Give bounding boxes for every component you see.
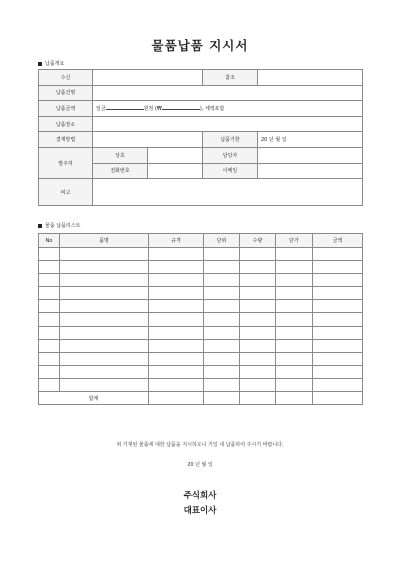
table-row <box>39 365 363 378</box>
item-cell[interactable] <box>204 300 240 313</box>
place-label: 납품장소 <box>39 116 93 132</box>
table-row <box>39 85 363 101</box>
table-row <box>39 352 363 365</box>
item-cell[interactable] <box>60 248 149 261</box>
item-cell[interactable] <box>149 378 204 391</box>
col-header-no: No <box>39 234 60 248</box>
section-list-heading <box>38 222 80 229</box>
item-cell[interactable] <box>60 339 149 352</box>
table-row <box>39 300 363 313</box>
due-label: 납품기한 <box>203 132 258 148</box>
item-cell[interactable] <box>39 274 60 287</box>
total-cell[interactable] <box>149 392 204 405</box>
table-row <box>39 101 363 117</box>
item-cell[interactable] <box>240 261 276 274</box>
square-bullet-icon <box>38 62 42 66</box>
item-cell[interactable] <box>204 326 240 339</box>
item-cell[interactable] <box>204 287 240 300</box>
item-cell[interactable] <box>149 261 204 274</box>
total-cell[interactable] <box>276 392 313 405</box>
manager-field[interactable] <box>258 147 363 163</box>
note-field[interactable] <box>93 179 363 206</box>
item-cell[interactable] <box>313 261 363 274</box>
email-field[interactable] <box>258 163 363 179</box>
total-cell[interactable] <box>240 392 276 405</box>
instruction-statement: 위 기재된 물품에 대한 납품을 지시하오니 기일 내 납품하여 주시기 바랍니다. <box>116 442 284 448</box>
item-cell[interactable] <box>276 378 313 391</box>
item-cell[interactable] <box>39 326 60 339</box>
item-cell[interactable] <box>39 300 60 313</box>
item-list-table <box>38 233 363 405</box>
phone-label: 전화번호 <box>93 163 148 179</box>
section-overview-label: 납품개요 <box>45 61 65 67</box>
col-header-spec: 규격 <box>149 234 204 248</box>
item-cell[interactable] <box>60 352 149 365</box>
item-cell[interactable] <box>276 261 313 274</box>
table-row <box>39 287 363 300</box>
sender-label: 발주처 <box>39 147 93 178</box>
item-cell[interactable] <box>149 352 204 365</box>
item-cell[interactable] <box>204 274 240 287</box>
issue-date: 20 년 월 일 <box>187 462 213 468</box>
item-cell[interactable] <box>39 352 60 365</box>
item-cell[interactable] <box>149 339 204 352</box>
item-cell[interactable] <box>60 378 149 391</box>
item-cell[interactable] <box>276 248 313 261</box>
item-cell[interactable] <box>60 287 149 300</box>
item-cell[interactable] <box>276 352 313 365</box>
item-cell[interactable] <box>313 365 363 378</box>
company-field[interactable] <box>148 147 203 163</box>
total-cell[interactable] <box>313 392 363 405</box>
table-row <box>39 70 363 86</box>
item-cell[interactable] <box>240 300 276 313</box>
amount-won: 원정 (₩ <box>143 106 162 113</box>
item-cell[interactable] <box>204 352 240 365</box>
place-field[interactable] <box>93 116 363 132</box>
table-row <box>39 261 363 274</box>
col-header-qty: 수량 <box>240 234 276 248</box>
item-cell[interactable] <box>149 300 204 313</box>
item-cell[interactable] <box>313 378 363 391</box>
name-label: 납품건명 <box>39 85 93 101</box>
item-cell[interactable] <box>276 326 313 339</box>
item-cell[interactable] <box>204 261 240 274</box>
note-label: 비고 <box>39 179 93 206</box>
item-cell[interactable] <box>240 365 276 378</box>
pay-field[interactable] <box>93 132 203 148</box>
item-cell[interactable] <box>39 313 60 326</box>
total-label: 합계 <box>39 392 149 405</box>
item-cell[interactable] <box>313 352 363 365</box>
email-label: 이메일 <box>203 163 258 179</box>
item-cell[interactable] <box>39 365 60 378</box>
item-cell[interactable] <box>240 274 276 287</box>
col-header-name: 품명 <box>60 234 149 248</box>
square-bullet-icon <box>38 224 42 228</box>
item-cell[interactable] <box>276 339 313 352</box>
amount-prefix: 일금 <box>96 106 106 113</box>
col-header-amount: 금액 <box>313 234 363 248</box>
item-cell[interactable] <box>240 326 276 339</box>
item-cell[interactable] <box>313 300 363 313</box>
table-row <box>39 116 363 132</box>
item-cell[interactable] <box>240 339 276 352</box>
total-cell[interactable] <box>204 392 240 405</box>
item-cell[interactable] <box>60 365 149 378</box>
table-row <box>39 313 363 326</box>
table-header-row <box>39 234 363 248</box>
pay-label: 결재방법 <box>39 132 93 148</box>
item-cell[interactable] <box>240 248 276 261</box>
item-cell[interactable] <box>204 339 240 352</box>
item-cell[interactable] <box>149 365 204 378</box>
table-row <box>39 326 363 339</box>
phone-field[interactable] <box>148 163 203 179</box>
item-cell[interactable] <box>240 378 276 391</box>
ceo-title: 대표이사 <box>183 506 217 516</box>
col-header-unit: 단위 <box>204 234 240 248</box>
to-label: 수신 <box>39 70 93 86</box>
item-cell[interactable] <box>39 287 60 300</box>
item-cell[interactable] <box>39 339 60 352</box>
due-field[interactable]: 20 년 월 일 <box>258 132 363 148</box>
manager-label: 담당자 <box>203 147 258 163</box>
item-cell[interactable] <box>313 313 363 326</box>
item-cell[interactable] <box>276 300 313 313</box>
item-cell[interactable] <box>276 274 313 287</box>
item-cell[interactable] <box>204 365 240 378</box>
section-list-label: 물품 납품리스트 <box>45 223 81 229</box>
item-cell[interactable] <box>149 326 204 339</box>
item-cell[interactable] <box>313 339 363 352</box>
company-label: 상호 <box>93 147 148 163</box>
item-cell[interactable] <box>60 326 149 339</box>
item-cell[interactable] <box>204 313 240 326</box>
section-overview-heading <box>38 60 64 67</box>
company-name: 주식회사 <box>183 491 217 501</box>
ref-label: 참조 <box>203 70 258 86</box>
item-cell[interactable] <box>276 287 313 300</box>
table-row <box>39 179 363 206</box>
item-cell[interactable] <box>240 287 276 300</box>
item-cell[interactable] <box>276 313 313 326</box>
item-cell[interactable] <box>39 261 60 274</box>
table-row <box>39 378 363 391</box>
table-row <box>39 339 363 352</box>
item-cell[interactable] <box>60 261 149 274</box>
page-title: 물품납품 지시서 <box>151 38 249 53</box>
total-row <box>39 392 363 405</box>
item-cell[interactable] <box>149 313 204 326</box>
item-cell[interactable] <box>149 287 204 300</box>
item-cell[interactable] <box>149 248 204 261</box>
item-cell[interactable] <box>313 287 363 300</box>
item-cell[interactable] <box>313 326 363 339</box>
ref-field[interactable] <box>258 70 363 86</box>
item-cell[interactable] <box>39 248 60 261</box>
table-row <box>39 274 363 287</box>
table-row <box>39 147 363 163</box>
item-cell[interactable] <box>204 248 240 261</box>
item-cell[interactable] <box>60 300 149 313</box>
item-cell[interactable] <box>240 313 276 326</box>
amount-label: 납품금액 <box>39 101 93 117</box>
item-cell[interactable] <box>60 313 149 326</box>
amount-blank-number <box>162 104 200 110</box>
name-field[interactable] <box>93 85 363 101</box>
item-cell[interactable] <box>204 378 240 391</box>
amount-vat: ), 세액포함 <box>199 106 225 113</box>
item-cell[interactable] <box>276 365 313 378</box>
overview-table <box>38 69 363 206</box>
item-cell[interactable] <box>60 274 149 287</box>
item-cell[interactable] <box>149 274 204 287</box>
to-field[interactable] <box>93 70 203 86</box>
col-header-price: 단가 <box>276 234 313 248</box>
item-cell[interactable] <box>240 352 276 365</box>
amount-blank-words <box>106 104 144 110</box>
table-row <box>39 132 363 148</box>
item-cell[interactable] <box>313 274 363 287</box>
table-row <box>39 248 363 261</box>
item-cell[interactable] <box>313 248 363 261</box>
amount-field[interactable] <box>93 101 363 117</box>
item-cell[interactable] <box>39 378 60 391</box>
